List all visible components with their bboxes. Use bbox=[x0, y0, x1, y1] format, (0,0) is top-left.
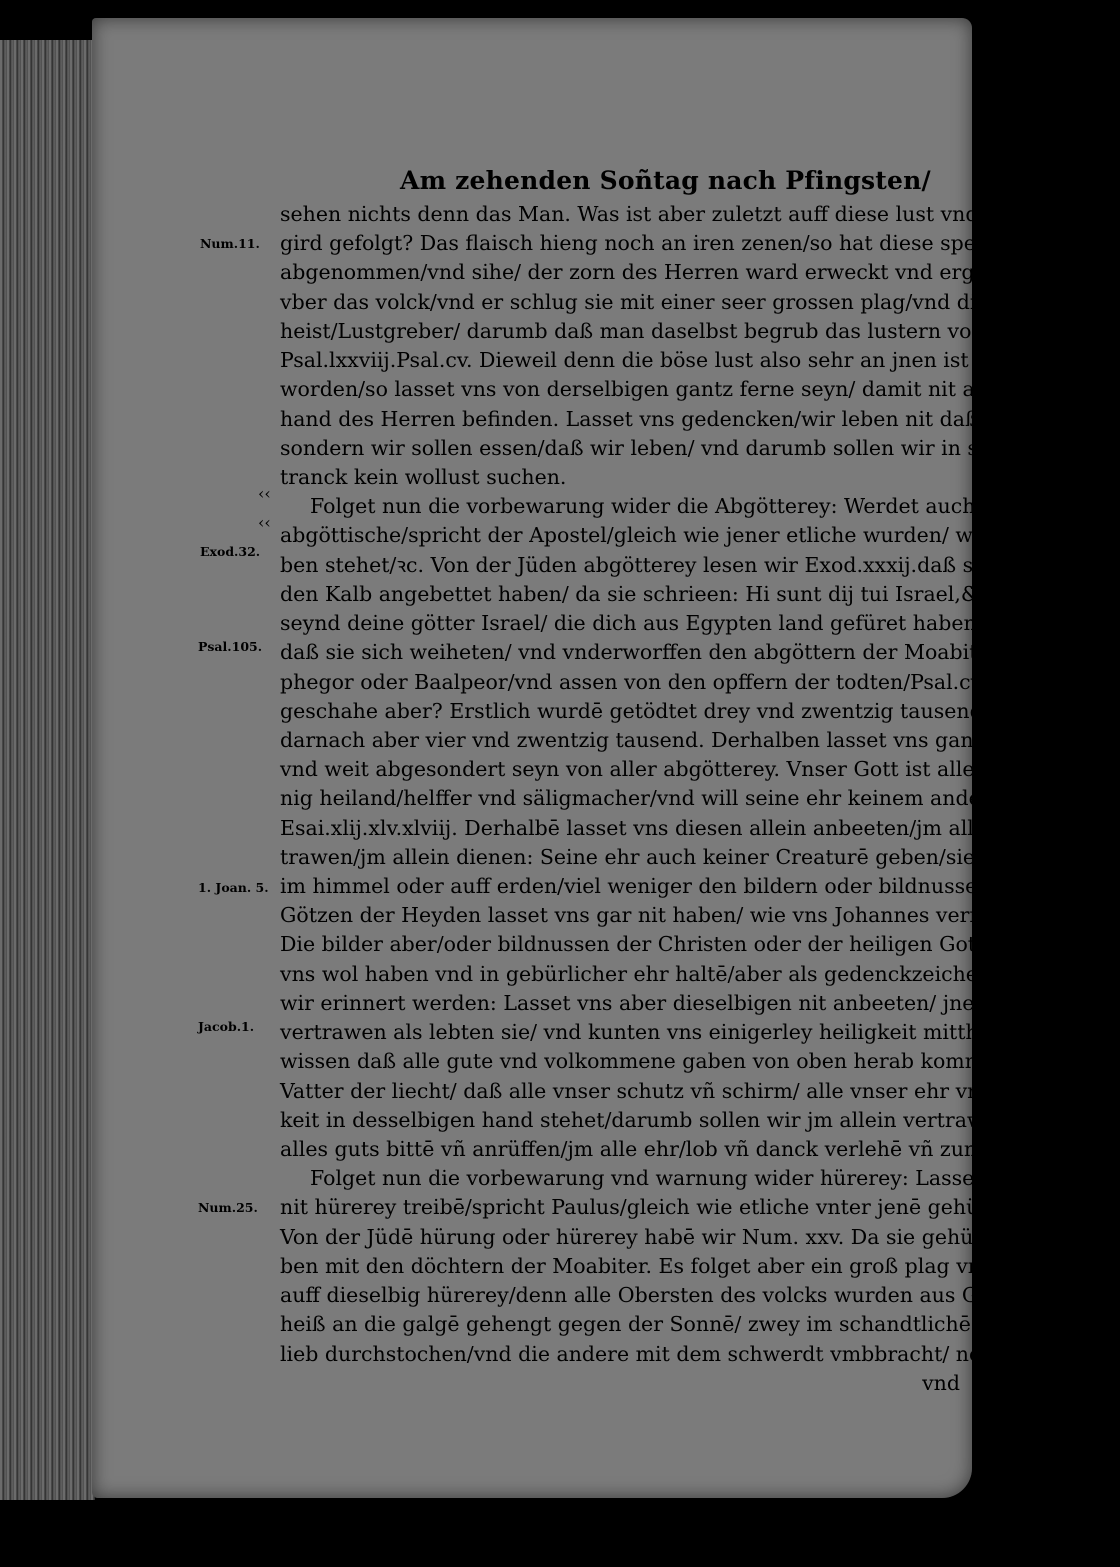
text-line: tranck kein wollust suchen. bbox=[280, 464, 567, 489]
catchword: vnd bbox=[922, 1370, 960, 1395]
margin-note: Exod.32. bbox=[200, 544, 261, 559]
text-line: daß sie sich weiheten/ vnd vnderworffen den abgöttern der Moabiten/ Beel bbox=[280, 640, 1063, 665]
text-line: lieb durchstochen/vnd die andere mit dem schwerdt vmbbracht/ nemlich drey bbox=[280, 1341, 1092, 1366]
text-line: Von der Jüdē hürung oder hürerey habē wir Num. xxv. Da sie gehüret ha bbox=[280, 1224, 1036, 1249]
text-line: keit in desselbigen hand stehet/darumb sollen wir jm allein vertrawē/ jn vmb bbox=[280, 1107, 1081, 1132]
text-line: nit hürerey treibē/spricht Paulus/gleich wie etliche vnter jenē gehüret haben. bbox=[280, 1195, 1087, 1220]
text-line: im himmel oder auff erden/viel weniger den bildern oder bildnussen. Die bbox=[280, 874, 1039, 899]
quote-mark: ‹‹ bbox=[258, 484, 271, 503]
quote-mark: ‹‹ bbox=[258, 513, 271, 532]
text-line: alles guts bittē vñ anrüffen/jm alle ehr/lob vñ danck verlehē vñ zumessen/ꝛc. bbox=[280, 1137, 1077, 1161]
text-line: den Kalb angebettet haben/ da sie schrieen: Hi sunt dij tui Israel,&c. Das bbox=[280, 581, 1043, 606]
text-line: geschahe aber? Erstlich wurdē getödtet drey vnd zwentzig tausend Menschē/ bbox=[280, 698, 1090, 723]
text-line: heist/Lustgreber/ darumb daß man daselbst begrub das lustern volck/ Nū.xj. bbox=[280, 318, 1078, 343]
text-line: Die bilder aber/oder bildnussen der Christen oder der heiligen Gottes/ lasset bbox=[280, 932, 1081, 957]
text-line: darnach aber vier vnd zwentzig tausend. Derhalben lasset vns gantz fern bbox=[280, 727, 1042, 752]
text-line: auff dieselbig hürerey/denn alle Obersten des volcks wurden aus Gottes ge bbox=[280, 1283, 1062, 1308]
text-line: hand des Herren befinden. Lasset vns gedencken/wir leben nit daß wir essen/ bbox=[280, 406, 1092, 431]
page-stack-edges bbox=[0, 40, 95, 1500]
text-line: worden/so lasset vns von derselbigen gantz ferne seyn/ damit nit auch wir die bbox=[280, 377, 1092, 402]
margin-note: Psal.105. bbox=[198, 639, 263, 654]
page-header: Am zehenden Soñtag nach Pfingsten/ bbox=[400, 166, 931, 195]
text-line: ben stehet/ꝛc. Von der Jüden abgötterey lesen wir Exod.xxxij.daß sie ein gül bbox=[280, 552, 1070, 577]
text-line: abgöttische/spricht der Apostel/gleich wie jener etliche wurden/ wie geschrie bbox=[280, 523, 1088, 548]
text-line: Vatter der liecht/ daß alle vnser schutz vñ schirm/ alle vnser ehr vnd herrlig bbox=[280, 1078, 1072, 1103]
text-line: heiß an die galgē gehengt gegen der Sonnē/ zwey im schandtlichē werck der bbox=[280, 1312, 1083, 1337]
text-line: trawen/jm allein dienen: Seine ehr auch keiner Creaturē geben/sie sey gleich bbox=[280, 844, 1086, 869]
margin-note: 1. Joan. 5. bbox=[198, 880, 269, 895]
text-line: sehen nichts denn das Man. Was ist aber zuletzt auff diese lust vnd geyle be bbox=[280, 202, 1073, 226]
text-line: wir erinnert werden: Lasset vns aber dieselbigen nit anbeeten/ jnen auch nit bbox=[280, 990, 1079, 1015]
text-line: sondern wir sollen essen/daß wir leben/ vnd darumb sollen wir in speiß vnd bbox=[280, 435, 1068, 460]
text-line: Götzen der Heyden lasset vns gar nit haben/ wie vns Johannes vermanet. bbox=[280, 903, 1042, 928]
body-text bbox=[280, 200, 1120, 1398]
text-line: seynd deine götter Israel/ die dich aus Egypten land gefüret haben/ Item bbox=[280, 611, 1038, 636]
margin-note: Num.25. bbox=[198, 1200, 258, 1215]
text-line: phegor oder Baalpeor/vnd assen von den opffern der todten/Psal.cv. Was bbox=[280, 669, 1035, 694]
margin-note: Num.11. bbox=[200, 236, 260, 251]
text-line: vertrawen als lebten sie/ vnd kunten vns einigerley heiligkeit mittheilē. Wir bbox=[280, 1020, 1067, 1045]
text-line: Folget nun die vorbewarung vnd warnung wider hürerey: Lasset vns bbox=[310, 1166, 1025, 1191]
text-line: abgenommen/vnd sihe/ der zorn des Herren ward erweckt vnd ergrimmet bbox=[280, 260, 1051, 285]
text-line: Esai.xlij.xlv.xlviij. Derhalbē lasset vns diesen allein anbeeten/jm allein ver bbox=[280, 815, 1046, 840]
text-line: gird gefolgt? Das flaisch hieng noch an iren zenen/so hat diese speiß noch nit bbox=[280, 231, 1088, 256]
margin-note: Jacob.1. bbox=[198, 1019, 255, 1034]
text-line: vnd weit abgesondert seyn von aller abgötterey. Vnser Gott ist allein der ei bbox=[280, 757, 1062, 782]
text-line: ben mit den döchtern der Moabiter. Es folget aber ein groß plag vnd straff bbox=[280, 1253, 1056, 1278]
text-line: Folget nun die vorbewarung wider die Abgötterey: Werdet auch nit bbox=[310, 494, 1010, 519]
text-line: nig heiland/helffer vnd säligmacher/vnd will seine ehr keinem andern geben/ bbox=[280, 786, 1081, 811]
text-line: vns wol haben vnd in gebürlicher ehr haltē/aber als gedenckzeichen/dadurch bbox=[280, 961, 1085, 986]
text-line: Psal.lxxviij.Psal.cv. Dieweil denn die böse lust also sehr an jnen ist gestrafft bbox=[280, 348, 1064, 373]
text-line: vber das volck/vnd er schlug sie mit einer seer grossen plag/vnd dieselbige stete bbox=[280, 289, 1120, 314]
text-line: wissen daß alle gute vnd volkommene gaben von oben herab kommen vom bbox=[280, 1049, 1060, 1074]
